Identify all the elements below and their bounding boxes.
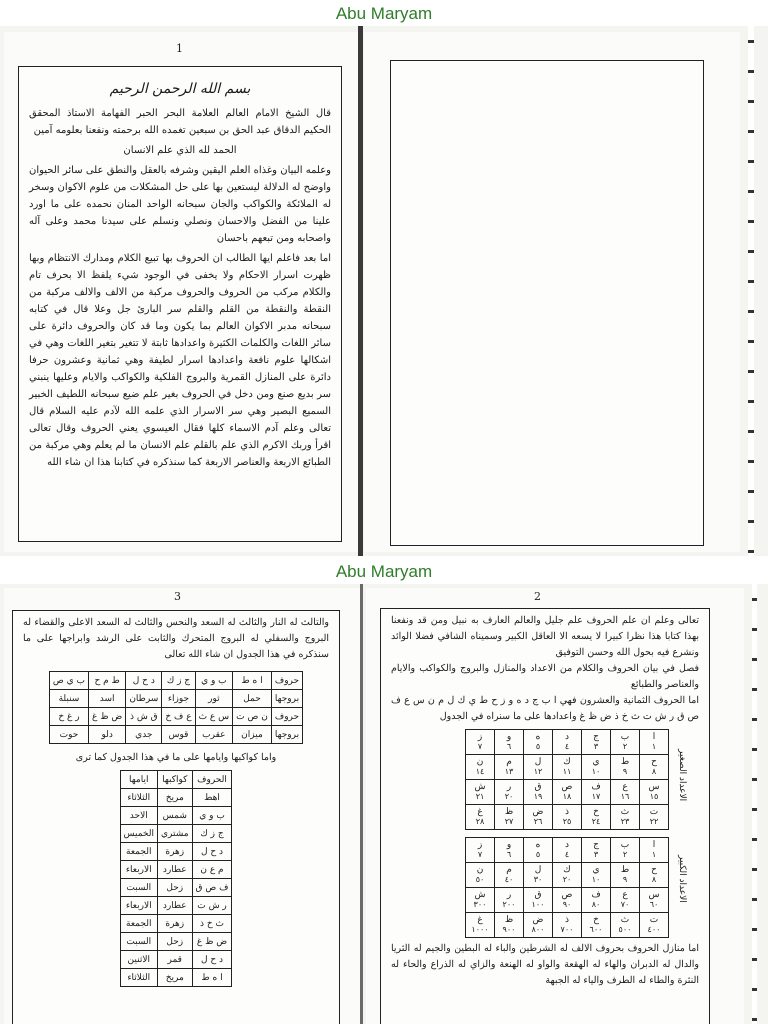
table-row	[466, 913, 669, 938]
letter-value-cell	[640, 888, 669, 913]
letter: ج	[593, 732, 599, 742]
side-label-small: الاعداد الصغير	[677, 749, 687, 802]
table-header-cell: ب ي ص	[49, 672, 88, 690]
letter-value-cell	[466, 913, 495, 938]
watermark-bottom: Abu Maryam	[335, 562, 433, 581]
planet-table	[120, 770, 233, 987]
letter-value-cell	[466, 755, 495, 780]
letter: ث	[620, 915, 630, 925]
letter: و	[506, 732, 512, 742]
letter-value-cell	[640, 780, 669, 805]
letter-value-cell	[524, 863, 553, 888]
table-cell: زهرة	[157, 843, 192, 861]
table-cell: س ع ث	[195, 708, 233, 726]
manuscript-text	[19, 105, 341, 471]
number: ١٠٠	[531, 900, 545, 909]
table-cell: الجمعة	[120, 843, 157, 861]
table-cell: جدي	[126, 726, 162, 744]
number: ١٠	[591, 767, 601, 776]
letter: ك	[563, 865, 571, 875]
letter-value-cell	[582, 755, 611, 780]
number: ١٨	[562, 792, 572, 801]
table-cell: حمل	[233, 690, 272, 708]
letter: ق	[534, 782, 542, 792]
letter: غ	[477, 807, 483, 817]
letter: ب	[620, 732, 630, 742]
letter-value-cell	[524, 838, 553, 863]
table-cell: د ح ل	[192, 843, 232, 861]
bottom-spread	[0, 584, 768, 1024]
letter-value-cell	[495, 863, 524, 888]
letter: ا	[652, 840, 656, 850]
table-cell: زحل	[157, 933, 192, 951]
table-cell: عقرب	[195, 726, 233, 744]
letter: ح	[651, 757, 657, 767]
large-numbers-table	[465, 837, 669, 938]
letter-value-cell	[582, 805, 611, 830]
letter-value-cell	[611, 755, 640, 780]
table-row	[466, 755, 669, 780]
letter: ق	[534, 890, 542, 900]
letter-value-cell	[495, 755, 524, 780]
letter-value-cell	[611, 730, 640, 755]
number: ٢	[622, 850, 628, 859]
table-row	[49, 690, 302, 708]
letter: ع	[622, 782, 628, 792]
table-cell: ن ص ت	[233, 708, 272, 726]
number: ٥	[535, 742, 541, 751]
number: ٥٠٠	[618, 925, 632, 934]
table-cell: ض ظ غ	[192, 933, 232, 951]
page-number: 3	[174, 590, 181, 603]
letter: ذ	[564, 807, 569, 817]
table-row	[466, 863, 669, 888]
letter: ر	[506, 782, 512, 792]
table-cell: جوزاء	[162, 690, 195, 708]
number: ٢٢	[649, 817, 659, 826]
letter-value-cell	[640, 863, 669, 888]
letter: ف	[591, 782, 601, 792]
letter: خ	[593, 807, 599, 817]
table-cell: ر غ خ	[49, 708, 88, 726]
letter: ذ	[564, 915, 569, 925]
number: ٢٣	[620, 817, 630, 826]
letter-value-cell	[466, 730, 495, 755]
table-header-cell: الحروف	[192, 771, 232, 789]
letter: ه	[535, 840, 541, 850]
side-label-large: الاعداد الكبير	[677, 855, 687, 903]
table-cell: الاثنين	[120, 951, 157, 969]
number: ٨٠٠	[531, 925, 545, 934]
letter-value-cell	[553, 755, 582, 780]
letter-value-cell	[553, 913, 582, 938]
letter: ف	[591, 890, 601, 900]
number: ٩	[622, 767, 628, 776]
table-cell: م ع ن	[192, 861, 232, 879]
number: ٤	[564, 850, 570, 859]
letter-value-cell	[611, 888, 640, 913]
number: ٥٠	[475, 875, 485, 884]
letter: م	[506, 865, 512, 875]
number: ٤٠	[504, 875, 514, 884]
table-row	[120, 951, 232, 969]
letter: ا	[652, 732, 656, 742]
table-cell: الاحد	[120, 807, 157, 825]
table-cell: عطارد	[157, 861, 192, 879]
page-edge	[752, 584, 757, 1024]
letter-value-cell	[495, 913, 524, 938]
number: ٨	[651, 875, 657, 884]
letter-value-cell	[466, 888, 495, 913]
number: ٧	[477, 742, 483, 751]
page-number: 1	[176, 42, 183, 55]
letter: ش	[474, 782, 486, 792]
number: ٣	[593, 742, 599, 751]
table-cell: اهط	[192, 789, 232, 807]
letter-value-cell	[553, 863, 582, 888]
letter-value-cell	[640, 913, 669, 938]
number: ٧	[477, 850, 483, 859]
table-row	[49, 726, 302, 744]
table-row	[120, 933, 232, 951]
letter: ن	[476, 757, 484, 767]
gutter	[360, 584, 363, 1024]
number: ٩٠٠	[502, 925, 516, 934]
table-header-cell: حروف	[271, 672, 302, 690]
table-row	[466, 888, 669, 913]
table-row	[120, 897, 232, 915]
letter: ز	[477, 840, 483, 850]
letter-value-cell	[524, 805, 553, 830]
letter-value-cell	[611, 780, 640, 805]
number: ١	[651, 742, 657, 751]
number: ٢	[622, 742, 628, 751]
table-row	[466, 780, 669, 805]
number: ١٢	[533, 767, 543, 776]
letter: ل	[534, 865, 542, 875]
table-cell: قوس	[162, 726, 195, 744]
table-cell: زحل	[157, 879, 192, 897]
top-left-page	[4, 32, 360, 552]
table-cell: د ح ل	[192, 951, 232, 969]
letter: ظ	[504, 807, 514, 817]
letter-value-cell	[582, 780, 611, 805]
letter-value-cell	[495, 888, 524, 913]
number: ١٠٠٠	[471, 925, 489, 934]
number: ١٠	[591, 875, 601, 884]
letter: ي	[592, 865, 600, 875]
table-row	[120, 807, 232, 825]
letter: ب	[620, 840, 630, 850]
letter-value-cell	[582, 730, 611, 755]
number: ٢١	[475, 792, 485, 801]
letter: ث	[620, 807, 630, 817]
table-cell: ف ص ق	[192, 879, 232, 897]
table-cell: ج ز ك	[192, 825, 232, 843]
top-right-page	[364, 32, 740, 552]
number: ٢٧	[504, 817, 514, 826]
number: ٦٠	[649, 900, 659, 909]
letter: ص	[561, 782, 573, 792]
number: ٢٠٠	[502, 900, 516, 909]
intro-text: والتالث له النار والثالث له السعد والنحس والثالث له السعد الاعلى والقضاء له البروج والسفلي له البروج المتحرك والثابت على الرشد وابراجها على ما سنذكره في هذا الجدول ان شاء الله تعالى	[23, 617, 329, 660]
zodiac-table	[49, 671, 303, 744]
table-cell: حوت	[49, 726, 88, 744]
number: ٩٠	[562, 900, 572, 909]
letter: س	[648, 890, 660, 900]
paragraph: اما بعد فاعلم ايها الطالب ان الحروف بها تبيع الكلام ومدارك الانتظام وبها ظهرت اسرار الاحكام ولا يخفى في الوجود شيء يلفظ الا بحرف تام والكلام مركب من الحروف والحروف مركبة من الالف والالف مركبة من النقطة والنقطة من القلم والقلم سر البارئ جل وعلا قال في كتابه سبحانه مدبر الاكوان العالم بما يكون وما قد كان والحروف دائرة على سائر اللغات والكلمات الكثيرة واعدادها ثابتة لا تتغير بتغير اللغات وهي في اشكالها علوم نافعة واعدادها اسرار لطيفة وهي ثمانية وعشرون حرفا دائرة على المنازل القمرية والبروج الفلكية والكواكب والايام وعليها ينبني سر بديع صنع ومن دخل في الحروف بغير علم ضيع سبحانه اللطيف الخبير السميع البصير وهي سر الاسرار الذي علمه الله لآدم عليه السلام قال تعالى وعلم آدم الاسماء كلها فقال العيسوي يعني الحروف وقال تعالى اقرأ وربك الاكرم الذي علم بالقلم علم الانسان ما لم يعلم وهي مركبة من الطبائع الاربعة والعناصر الاربعة كما سنذكره في كتابنا هذا ان شاء الله	[29, 253, 331, 468]
table-row	[120, 825, 232, 843]
letter-value-cell	[466, 805, 495, 830]
table-cell: اسد	[89, 690, 126, 708]
number: ٩	[622, 875, 628, 884]
number: ١٣	[504, 767, 514, 776]
letter-value-cell	[524, 913, 553, 938]
table-cell: دلو	[89, 726, 126, 744]
table-header-cell: ايامها	[120, 771, 157, 789]
table-cell: مشتري	[157, 825, 192, 843]
number: ٥	[535, 850, 541, 859]
table-cell: ع ف خ	[162, 708, 195, 726]
letter-value-cell	[466, 780, 495, 805]
table-cell: ميزان	[233, 726, 272, 744]
letter: ض	[532, 807, 544, 817]
table-cell: الثلاثاء	[120, 789, 157, 807]
letter: ط	[620, 865, 630, 875]
basmala: بسم الله الرحمن الرحيم	[109, 81, 251, 97]
letter: ن	[476, 865, 484, 875]
letter-value-cell	[640, 730, 669, 755]
table-cell: ثور	[195, 690, 233, 708]
number: ٣	[593, 850, 599, 859]
table-cell: مريخ	[157, 789, 192, 807]
intro-text: تعالى وعلم ان علم الحروف علم جليل والعالم العارف به نبيل ومن قد ونفعنا بهذا كتابا هذا نظرا كبيرا لا يسعه الا العاقل الكبير وسميناه الشافي فضلا الوائد ونشرع فيه بحول الله وحسن التوفيق	[391, 615, 699, 658]
table-header-cell: د ح ل	[126, 672, 162, 690]
letter-value-cell	[495, 838, 524, 863]
letter: ك	[563, 757, 571, 767]
page-number: 2	[534, 590, 541, 603]
table-header-row	[49, 672, 302, 690]
table-cell: ب و ي	[192, 807, 232, 825]
number: ١٧	[591, 792, 601, 801]
letter-value-cell	[495, 780, 524, 805]
letter: ر	[506, 890, 512, 900]
top-spread	[0, 26, 768, 556]
small-numbers-table	[465, 729, 669, 830]
watermark-top: Abu Maryam	[335, 4, 433, 23]
gutter	[358, 26, 363, 556]
letter: خ	[593, 915, 599, 925]
table-cell: الجمعة	[120, 915, 157, 933]
table-header-cell: كواكبها	[157, 771, 192, 789]
letter: ت	[649, 807, 659, 817]
text-frame	[380, 608, 710, 1024]
letter-value-cell	[611, 863, 640, 888]
table-row	[120, 915, 232, 933]
letter: ض	[532, 915, 544, 925]
letter: ز	[477, 732, 483, 742]
table-header-row	[120, 771, 232, 789]
table-cell: سنبلة	[49, 690, 88, 708]
table-row	[49, 708, 302, 726]
table-row	[120, 843, 232, 861]
number: ١٦	[620, 792, 630, 801]
table-cell: الخميس	[120, 825, 157, 843]
table-cell: عطارد	[157, 897, 192, 915]
letter-value-cell	[524, 780, 553, 805]
text-frame	[18, 66, 342, 542]
letter-value-cell	[524, 730, 553, 755]
section-heading: فصل في بيان الحروف والكلام من الاعداد والمنازل والبروج والكواكب والايام والعناصر والطبائع	[391, 663, 699, 690]
table-row	[466, 838, 669, 863]
number: ٧٠	[620, 900, 630, 909]
letter: م	[506, 757, 512, 767]
letter-value-cell	[582, 838, 611, 863]
letter: د	[564, 840, 569, 850]
letter: ط	[620, 757, 630, 767]
letter-value-cell	[553, 805, 582, 830]
table-cell: شمس	[157, 807, 192, 825]
letter-value-cell	[466, 863, 495, 888]
number: ٤	[564, 742, 570, 751]
number: ٢٨	[475, 817, 485, 826]
caption: واما كواكبها وايامها على ما في هذا الجدول كما ترى	[75, 752, 277, 763]
letter-value-cell	[611, 913, 640, 938]
letter: و	[506, 840, 512, 850]
letter: ل	[534, 757, 542, 767]
number: ٢٠	[504, 792, 514, 801]
paragraph: قال الشيخ الامام العالم العلامة البحر الحبر الفهامة الاستاذ المحقق الحكيم الدقاق عبد الحق بن سبعين تغمده الله برحمته ونفعنا بعلومه آمين	[29, 108, 331, 136]
letter: ح	[651, 865, 657, 875]
table-cell: ق ش ذ	[126, 708, 162, 726]
table-cell: الاربعاء	[120, 897, 157, 915]
letter-value-cell	[582, 913, 611, 938]
letter-value-cell	[611, 838, 640, 863]
table-cell: بروجها	[271, 726, 302, 744]
table-header-cell: ب و ي	[195, 672, 233, 690]
letter-value-cell	[640, 755, 669, 780]
letter: ج	[593, 840, 599, 850]
number: ٨	[651, 767, 657, 776]
table-header-cell: ج ز ك	[162, 672, 195, 690]
bottom-right-page	[366, 588, 744, 1024]
table-header-cell: ا ه ط	[233, 672, 272, 690]
table-cell: قمر	[157, 951, 192, 969]
letter: د	[564, 732, 569, 742]
letter-value-cell	[553, 838, 582, 863]
letter-value-cell	[611, 805, 640, 830]
table-row	[466, 805, 669, 830]
letter: ص	[561, 890, 573, 900]
numbers-area	[381, 729, 709, 941]
table-header-cell: ط م ح	[89, 672, 126, 690]
letter: غ	[477, 915, 483, 925]
letter: س	[648, 782, 660, 792]
table-cell: الاربعاء	[120, 861, 157, 879]
letter-value-cell	[582, 888, 611, 913]
table-cell: مريخ	[157, 969, 192, 987]
blank-frame	[390, 60, 704, 546]
number: ٦٠٠	[589, 925, 603, 934]
number: ٣٠٠	[473, 900, 487, 909]
letter: ظ	[504, 915, 514, 925]
table-cell: الثلاثاء	[120, 969, 157, 987]
number: ١٩	[533, 792, 543, 801]
paragraph: وعلمه البيان وغذاه العلم اليقين وشرفه بالعقل والنطق على سائر الحيوان واوضح له الدلالة ليستعين بها على حل المشكلات من علوم الاكوان وسخر له الملائكة والكواكب والجان سبحانه الواحد المنان نحمده على ما اورد علينا من الفضل والاحسان ونصلي ونسلم على سيدنا محمد وعلى آله واصحابه ومن تبعهم باحسان	[29, 165, 331, 244]
letter-value-cell	[495, 730, 524, 755]
table-cell: ا ه ط	[192, 969, 232, 987]
table-row	[120, 789, 232, 807]
table-cell: زهرة	[157, 915, 192, 933]
table-cell: السبت	[120, 933, 157, 951]
number: ١٥	[649, 792, 659, 801]
letter-value-cell	[524, 888, 553, 913]
letter: ت	[649, 915, 659, 925]
letter-value-cell	[466, 838, 495, 863]
page-edge	[748, 26, 754, 556]
number: ٦	[506, 742, 512, 751]
number: ٤٠٠	[647, 925, 661, 934]
letter-value-cell	[553, 730, 582, 755]
number: ٧٠٠	[560, 925, 574, 934]
number: ٢٠	[562, 875, 572, 884]
letter-value-cell	[495, 805, 524, 830]
letter-value-cell	[553, 888, 582, 913]
table-row	[120, 879, 232, 897]
number: ٢٦	[533, 817, 543, 826]
footer-text: اما منازل الحروف بحروف الالف له الشرطين والباء له البطين والجيم له الثريا والدال له الدبران والهاء له الهقعة والواو له الهنعة والزاي له الذراع والحاء له النثرة والطاء له الطرف والياء له الجبهة	[391, 943, 699, 986]
table-cell: سرطان	[126, 690, 162, 708]
number: ٣٠	[533, 875, 543, 884]
letter-value-cell	[582, 863, 611, 888]
letter-value-cell	[524, 755, 553, 780]
table-cell: ث خ ذ	[192, 915, 232, 933]
number: ٢٤	[591, 817, 601, 826]
number: ٨٠	[591, 900, 601, 909]
letter-value-cell	[640, 838, 669, 863]
letter: ه	[535, 732, 541, 742]
table-row	[120, 861, 232, 879]
letter: ش	[474, 890, 486, 900]
number: ١	[651, 850, 657, 859]
table-cell: ر ش ت	[192, 897, 232, 915]
table-cell: حروف	[271, 708, 302, 726]
section-text: اما الحروف الثمانية والعشرون فهي ا ب ج د ه و ز ح ط ي ك ل م ن س ع ف ص ق ر ش ت ث خ ذ ض ظ غ واعدادها على ما سنراه في الجدول	[391, 695, 699, 722]
table-row	[120, 969, 232, 987]
table-row	[466, 730, 669, 755]
letter: ع	[622, 890, 628, 900]
table-cell: بروجها	[271, 690, 302, 708]
paragraph: الحمد لله الذي علم الانسان	[123, 145, 237, 156]
number: ١١	[562, 767, 572, 776]
number: ١٤	[475, 767, 485, 776]
table-cell: السبت	[120, 879, 157, 897]
text-frame	[12, 610, 340, 1024]
table-cell: ض ظ غ	[89, 708, 126, 726]
number: ٦	[506, 850, 512, 859]
letter: ي	[592, 757, 600, 767]
letter-value-cell	[553, 780, 582, 805]
bottom-left-page	[4, 588, 360, 1024]
letter-value-cell	[640, 805, 669, 830]
number: ٢٥	[562, 817, 572, 826]
